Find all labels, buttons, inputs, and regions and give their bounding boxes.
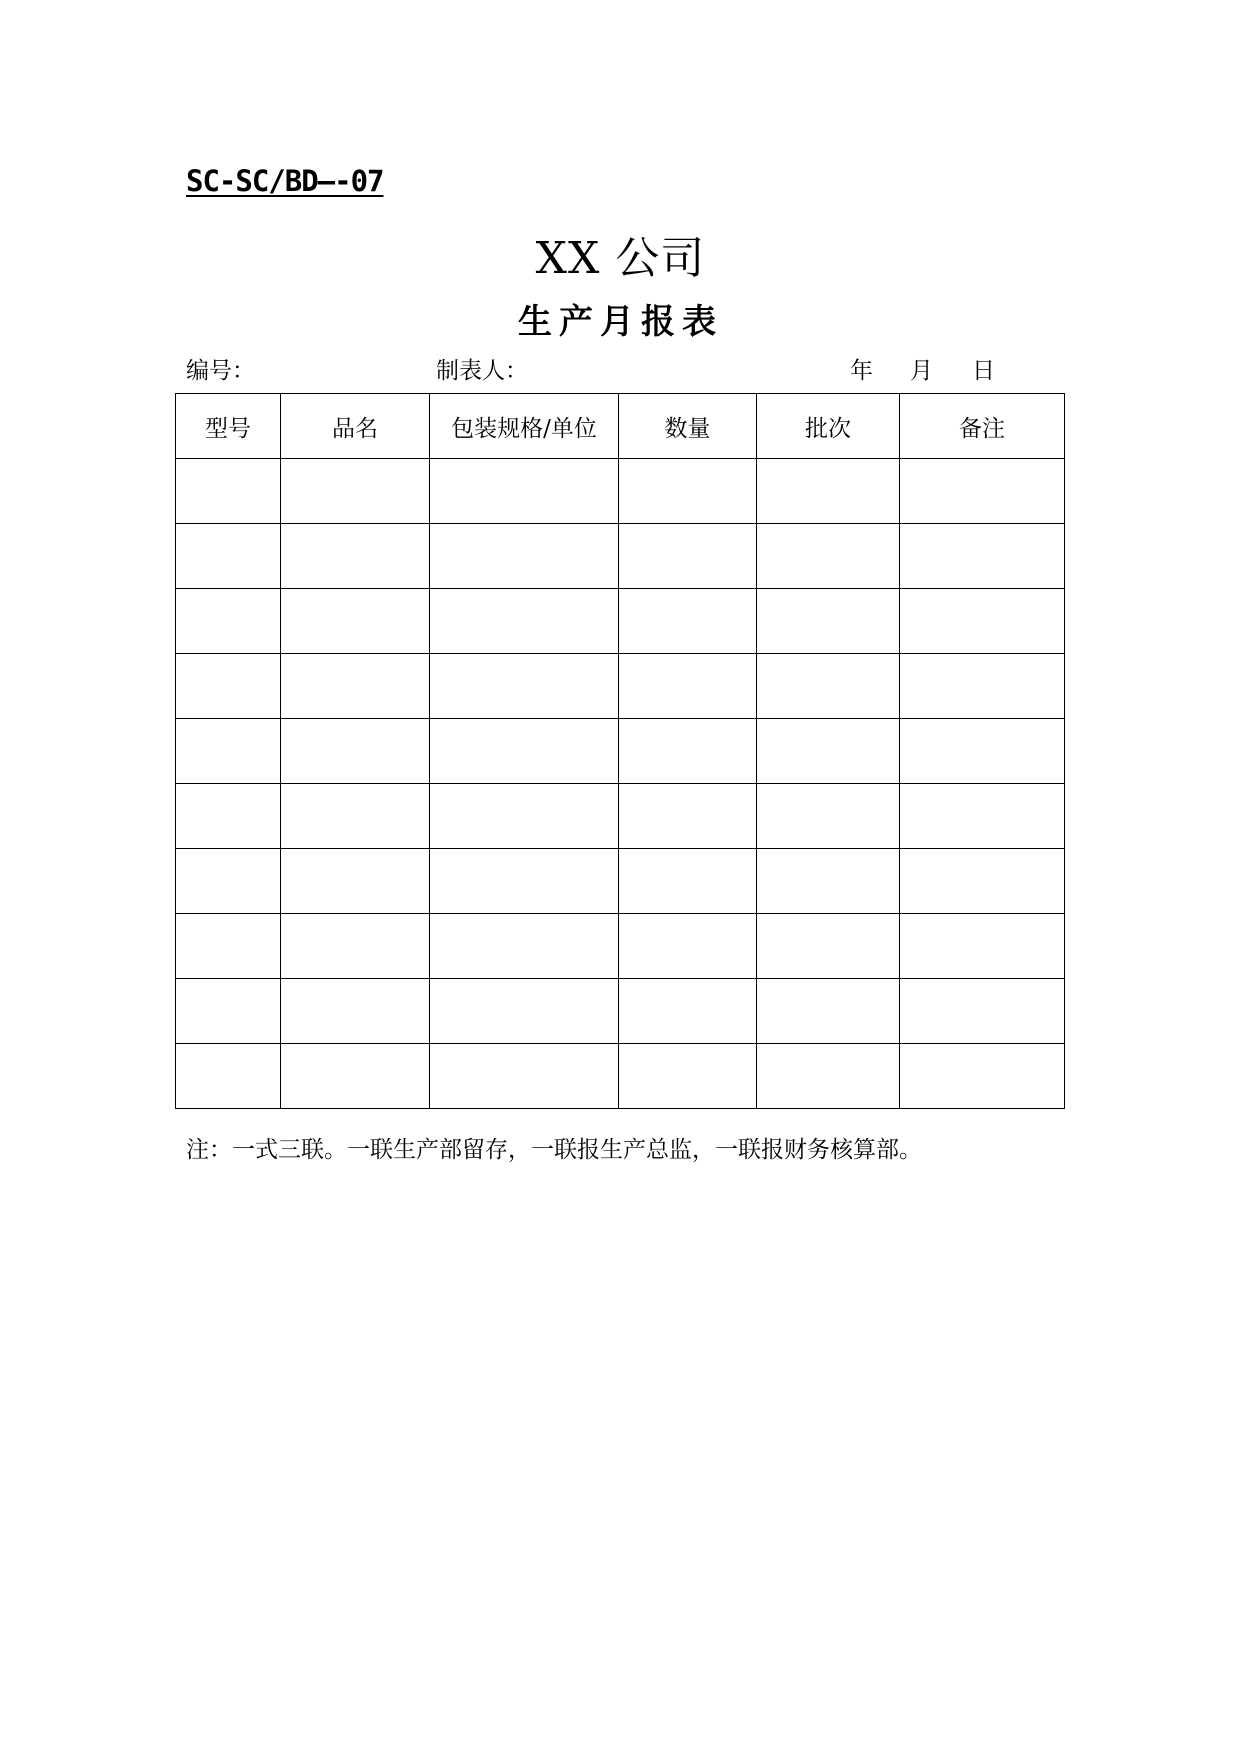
cell-batch xyxy=(757,784,900,849)
cell-product-name xyxy=(281,784,430,849)
cell-package-spec xyxy=(430,784,619,849)
table-row xyxy=(176,524,1065,589)
cell-quantity xyxy=(619,979,757,1044)
month-label: 月 xyxy=(910,358,933,384)
cell-quantity xyxy=(619,654,757,719)
cell-model xyxy=(176,459,281,524)
cell-product-name xyxy=(281,589,430,654)
cell-quantity xyxy=(619,459,757,524)
production-report-table xyxy=(175,393,1065,1109)
cell-remarks xyxy=(900,979,1065,1044)
cell-batch xyxy=(757,524,900,589)
cell-product-name xyxy=(281,979,430,1044)
cell-model xyxy=(176,849,281,914)
cell-remarks xyxy=(900,784,1065,849)
cell-quantity xyxy=(619,914,757,979)
cell-model xyxy=(176,719,281,784)
table-header-row xyxy=(176,394,1065,459)
cell-quantity xyxy=(619,784,757,849)
day-label: 日 xyxy=(972,358,995,384)
year-label: 年 xyxy=(850,358,873,384)
header-product-name: 品名 xyxy=(281,394,430,459)
company-name: XX 公司 xyxy=(535,233,706,284)
cell-quantity xyxy=(619,719,757,784)
cell-model xyxy=(176,784,281,849)
cell-model xyxy=(176,979,281,1044)
table-row xyxy=(176,784,1065,849)
document-code: SC-SC/BD—-07 xyxy=(186,164,384,198)
cell-batch xyxy=(757,979,900,1044)
table-row xyxy=(176,654,1065,719)
cell-package-spec xyxy=(430,914,619,979)
cell-remarks xyxy=(900,914,1065,979)
cell-product-name xyxy=(281,1044,430,1109)
cell-remarks xyxy=(900,849,1065,914)
cell-batch xyxy=(757,719,900,784)
cell-batch xyxy=(757,849,900,914)
cell-batch xyxy=(757,459,900,524)
cell-package-spec xyxy=(430,979,619,1044)
cell-model xyxy=(176,914,281,979)
cell-package-spec xyxy=(430,459,619,524)
table-row xyxy=(176,1044,1065,1109)
cell-remarks xyxy=(900,1044,1065,1109)
cell-model xyxy=(176,1044,281,1109)
cell-product-name xyxy=(281,459,430,524)
cell-batch xyxy=(757,654,900,719)
cell-package-spec xyxy=(430,654,619,719)
cell-quantity xyxy=(619,1044,757,1109)
header-batch: 批次 xyxy=(757,394,900,459)
table-row xyxy=(176,589,1065,654)
report-title: 生产月报表 xyxy=(518,302,723,342)
cell-remarks xyxy=(900,589,1065,654)
cell-package-spec xyxy=(430,524,619,589)
maker-label: 制表人： xyxy=(436,358,528,384)
distribution-note: 注：一式三联。一联生产部留存，一联报生产总监，一联报财务核算部。 xyxy=(186,1137,922,1163)
table-row xyxy=(176,914,1065,979)
report-meta-row xyxy=(186,352,1066,386)
cell-package-spec xyxy=(430,849,619,914)
table-row xyxy=(176,719,1065,784)
table-row xyxy=(176,849,1065,914)
header-remarks: 备注 xyxy=(900,394,1065,459)
cell-package-spec xyxy=(430,589,619,654)
cell-quantity xyxy=(619,524,757,589)
cell-product-name xyxy=(281,524,430,589)
cell-quantity xyxy=(619,589,757,654)
cell-product-name xyxy=(281,654,430,719)
cell-remarks xyxy=(900,719,1065,784)
cell-batch xyxy=(757,914,900,979)
header-package-spec: 包装规格/单位 xyxy=(430,394,619,459)
cell-batch xyxy=(757,1044,900,1109)
cell-batch xyxy=(757,589,900,654)
number-label: 编号： xyxy=(186,358,255,384)
table-row xyxy=(176,979,1065,1044)
cell-remarks xyxy=(900,654,1065,719)
cell-package-spec xyxy=(430,719,619,784)
header-model: 型号 xyxy=(176,394,281,459)
cell-package-spec xyxy=(430,1044,619,1109)
cell-remarks xyxy=(900,459,1065,524)
header-quantity: 数量 xyxy=(619,394,757,459)
cell-remarks xyxy=(900,524,1065,589)
cell-product-name xyxy=(281,914,430,979)
cell-product-name xyxy=(281,719,430,784)
cell-product-name xyxy=(281,849,430,914)
table-row xyxy=(176,459,1065,524)
cell-model xyxy=(176,589,281,654)
cell-model xyxy=(176,654,281,719)
cell-quantity xyxy=(619,849,757,914)
cell-model xyxy=(176,524,281,589)
